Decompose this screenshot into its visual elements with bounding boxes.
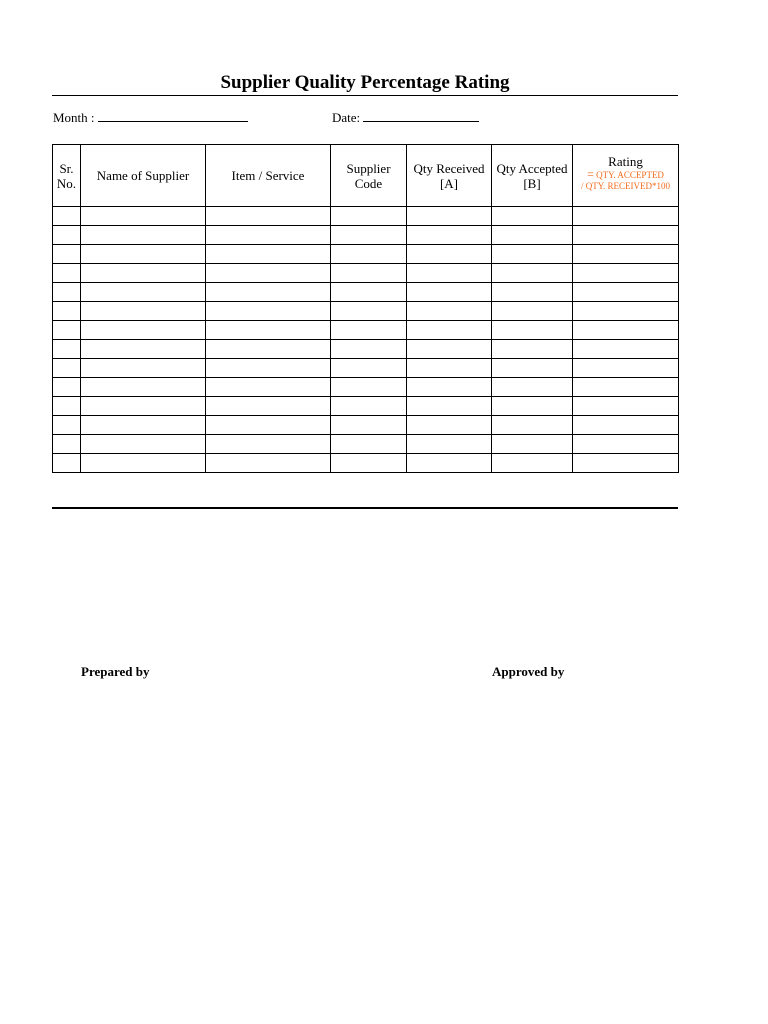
table-cell[interactable] — [331, 397, 407, 416]
table-row — [53, 435, 679, 454]
table-row — [53, 397, 679, 416]
table-cell[interactable] — [407, 302, 492, 321]
table-cell[interactable] — [331, 321, 407, 340]
table-cell[interactable] — [407, 207, 492, 226]
table-cell[interactable] — [331, 454, 407, 473]
table-cell[interactable] — [331, 283, 407, 302]
table-cell[interactable] — [407, 245, 492, 264]
month-field — [53, 108, 248, 126]
table-cell[interactable] — [53, 454, 81, 473]
table-cell[interactable] — [206, 283, 331, 302]
table-cell[interactable] — [81, 264, 206, 283]
month-label: Month : — [53, 110, 95, 125]
table-row — [53, 283, 679, 302]
table-row — [53, 416, 679, 435]
rating-formula-line-2: / QTY. RECEIVED*100 — [580, 180, 671, 191]
table-cell[interactable] — [331, 226, 407, 245]
table-cell[interactable] — [206, 321, 331, 340]
table-cell[interactable] — [206, 416, 331, 435]
table-row — [53, 378, 679, 397]
table-cell[interactable] — [81, 340, 206, 359]
table-cell[interactable] — [206, 226, 331, 245]
table-cell[interactable] — [573, 226, 679, 245]
table-header-row — [53, 145, 679, 207]
table-cell[interactable] — [206, 359, 331, 378]
table-body — [53, 207, 679, 473]
table-cell[interactable] — [492, 340, 573, 359]
date-label: Date: — [332, 110, 361, 125]
table-cell[interactable] — [331, 378, 407, 397]
table-cell[interactable] — [331, 264, 407, 283]
table-cell[interactable] — [573, 302, 679, 321]
table-cell[interactable] — [206, 207, 331, 226]
table-cell[interactable] — [492, 397, 573, 416]
table-cell[interactable] — [81, 226, 206, 245]
table-cell[interactable] — [81, 321, 206, 340]
table-cell[interactable] — [81, 283, 206, 302]
rating-formula-line-1: = QTY. ACCEPTED — [587, 166, 664, 181]
table-cell[interactable] — [407, 397, 492, 416]
table-cell[interactable] — [573, 264, 679, 283]
table-cell[interactable] — [492, 264, 573, 283]
table-cell[interactable] — [331, 302, 407, 321]
table-cell[interactable] — [81, 378, 206, 397]
header-qty-received: Qty Received [A] — [407, 145, 492, 207]
table-row — [53, 207, 679, 226]
table-cell[interactable] — [331, 359, 407, 378]
table-cell[interactable] — [53, 245, 81, 264]
table-cell[interactable] — [81, 435, 206, 454]
table-cell[interactable] — [53, 207, 81, 226]
table-cell[interactable] — [206, 302, 331, 321]
table-cell[interactable] — [492, 302, 573, 321]
table-cell[interactable] — [53, 283, 81, 302]
table-cell[interactable] — [53, 264, 81, 283]
table-cell[interactable] — [492, 378, 573, 397]
table-cell[interactable] — [407, 226, 492, 245]
table-cell[interactable] — [573, 245, 679, 264]
table-cell[interactable] — [492, 226, 573, 245]
table-cell[interactable] — [53, 378, 81, 397]
table-cell[interactable] — [53, 397, 81, 416]
table-cell[interactable] — [331, 340, 407, 359]
table-cell[interactable] — [573, 397, 679, 416]
prepared-by-label: Prepared by — [81, 664, 150, 679]
table-cell[interactable] — [81, 397, 206, 416]
table-cell[interactable] — [206, 435, 331, 454]
approved-by-label: Approved by — [492, 664, 565, 679]
table-cell[interactable] — [206, 378, 331, 397]
table-cell[interactable] — [492, 245, 573, 264]
table-cell[interactable] — [407, 359, 492, 378]
table-row — [53, 245, 679, 264]
table-cell[interactable] — [331, 435, 407, 454]
table-cell[interactable] — [573, 359, 679, 378]
page-title: Supplier Quality Percentage Rating — [220, 72, 510, 93]
date-blank-line[interactable] — [363, 108, 479, 122]
bottom-divider — [52, 507, 678, 509]
title-underline — [52, 95, 678, 96]
table-cell[interactable] — [331, 207, 407, 226]
table-row — [53, 226, 679, 245]
table-cell[interactable] — [407, 321, 492, 340]
table-cell[interactable] — [573, 378, 679, 397]
table-cell[interactable] — [407, 340, 492, 359]
table-cell[interactable] — [407, 283, 492, 302]
table-row — [53, 340, 679, 359]
table-cell[interactable] — [573, 340, 679, 359]
table-cell[interactable] — [53, 340, 81, 359]
table-cell[interactable] — [331, 245, 407, 264]
table-row — [53, 454, 679, 473]
table-cell[interactable] — [206, 245, 331, 264]
table-cell[interactable] — [492, 207, 573, 226]
table-cell[interactable] — [53, 226, 81, 245]
table-cell[interactable] — [331, 416, 407, 435]
table-cell[interactable] — [492, 283, 573, 302]
header-qty-accepted: Qty Accepted [B] — [492, 145, 573, 207]
table-cell[interactable] — [573, 321, 679, 340]
table-cell[interactable] — [573, 454, 679, 473]
table-cell[interactable] — [492, 454, 573, 473]
table-cell[interactable] — [407, 454, 492, 473]
table-cell[interactable] — [81, 416, 206, 435]
table-row — [53, 359, 679, 378]
table-cell[interactable] — [53, 435, 81, 454]
header-rating — [573, 145, 679, 207]
table-cell[interactable] — [492, 359, 573, 378]
table-cell[interactable] — [492, 321, 573, 340]
table-cell[interactable] — [573, 283, 679, 302]
date-field — [332, 108, 479, 126]
header-name-of-supplier: Name of Supplier — [81, 145, 206, 207]
table-cell[interactable] — [81, 207, 206, 226]
table-cell[interactable] — [492, 416, 573, 435]
table-cell[interactable] — [53, 416, 81, 435]
table-cell[interactable] — [492, 435, 573, 454]
table-cell[interactable] — [206, 397, 331, 416]
table-cell[interactable] — [53, 359, 81, 378]
table-cell[interactable] — [573, 416, 679, 435]
table-cell[interactable] — [81, 359, 206, 378]
header-sr-no: Sr. No. — [53, 145, 81, 207]
table-cell[interactable] — [407, 416, 492, 435]
table-row — [53, 264, 679, 283]
table-cell[interactable] — [407, 264, 492, 283]
table-cell[interactable] — [53, 302, 81, 321]
rating-label: Rating — [608, 153, 643, 169]
supplier-rating-table — [52, 144, 679, 473]
table-cell[interactable] — [407, 435, 492, 454]
table-cell[interactable] — [573, 435, 679, 454]
table-cell[interactable] — [206, 340, 331, 359]
table-cell[interactable] — [407, 378, 492, 397]
table-cell[interactable] — [206, 454, 331, 473]
table-row — [53, 302, 679, 321]
table-cell[interactable] — [81, 302, 206, 321]
table-row — [53, 321, 679, 340]
table-cell[interactable] — [81, 454, 206, 473]
month-blank-line[interactable] — [98, 108, 248, 122]
table-cell[interactable] — [573, 207, 679, 226]
header-item-service: Item / Service — [206, 145, 331, 207]
table-cell[interactable] — [81, 245, 206, 264]
table-cell[interactable] — [53, 321, 81, 340]
header-supplier-code: Supplier Code — [331, 145, 407, 207]
table-cell[interactable] — [206, 264, 331, 283]
